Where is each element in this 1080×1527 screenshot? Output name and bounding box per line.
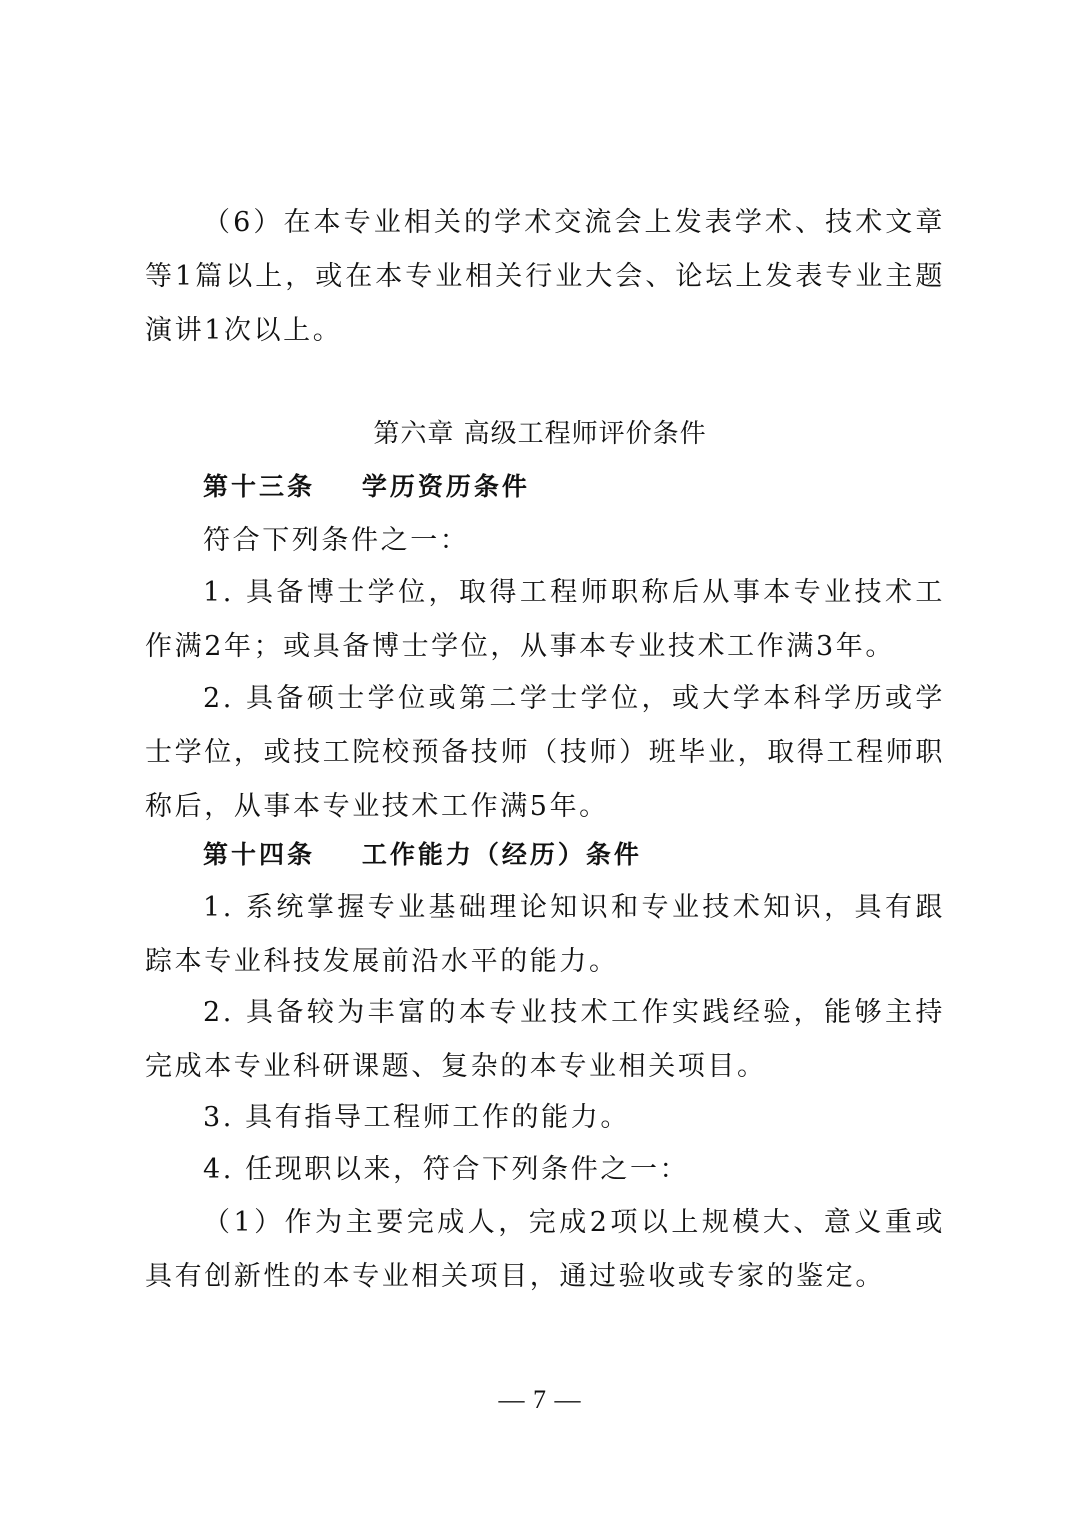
article-14-item-2: 2. 具备较为丰富的本专业技术工作实践经验，能够主持完成本专业科研课题、复杂的本专业相关项目。 <box>145 997 945 1082</box>
article-13-item-2: 2. 具备硕士学位或第二学士学位，或大学本科学历或学士学位，或技工院校预备技师（技师）班毕业，取得工程师职称后，从事本专业技术工作满5年。 <box>145 683 945 822</box>
article-14-subitem-1: （1）作为主要完成人，完成2项以上规模大、意义重或具有创新性的本专业相关项目，通过验收或专家的鉴定。 <box>145 1207 945 1292</box>
intro-item-6: （6）在本专业相关的学术交流会上发表学术、技术文章等1篇以上，或在本专业相关行业大会、论坛上发表专业主题演讲1次以上。 <box>145 207 945 346</box>
article-14-item-4: 4. 任现职以来，符合下列条件之一： <box>203 1154 690 1185</box>
article-14-heading: 第十四条 工作能力（经历）条件 <box>203 840 642 869</box>
article-14-item-1: 1. 系统掌握专业基础理论知识和专业技术知识，具有跟踪本专业科技发展前沿水平的能力。 <box>145 892 945 977</box>
chapter-title: 第六章 高级工程师评价条件 <box>373 419 707 449</box>
page-number: — 7 — <box>498 1385 582 1414</box>
article-13-lead: 符合下列条件之一： <box>203 525 470 556</box>
article-13-heading: 第十三条 学历资历条件 <box>203 472 530 501</box>
article-14-item-3: 3. 具有指导工程师工作的能力。 <box>203 1102 630 1133</box>
article-13-item-1: 1. 具备博士学位，取得工程师职称后从事本专业技术工作满2年；或具备博士学位，从事本专业技术工作满3年。 <box>145 577 945 662</box>
